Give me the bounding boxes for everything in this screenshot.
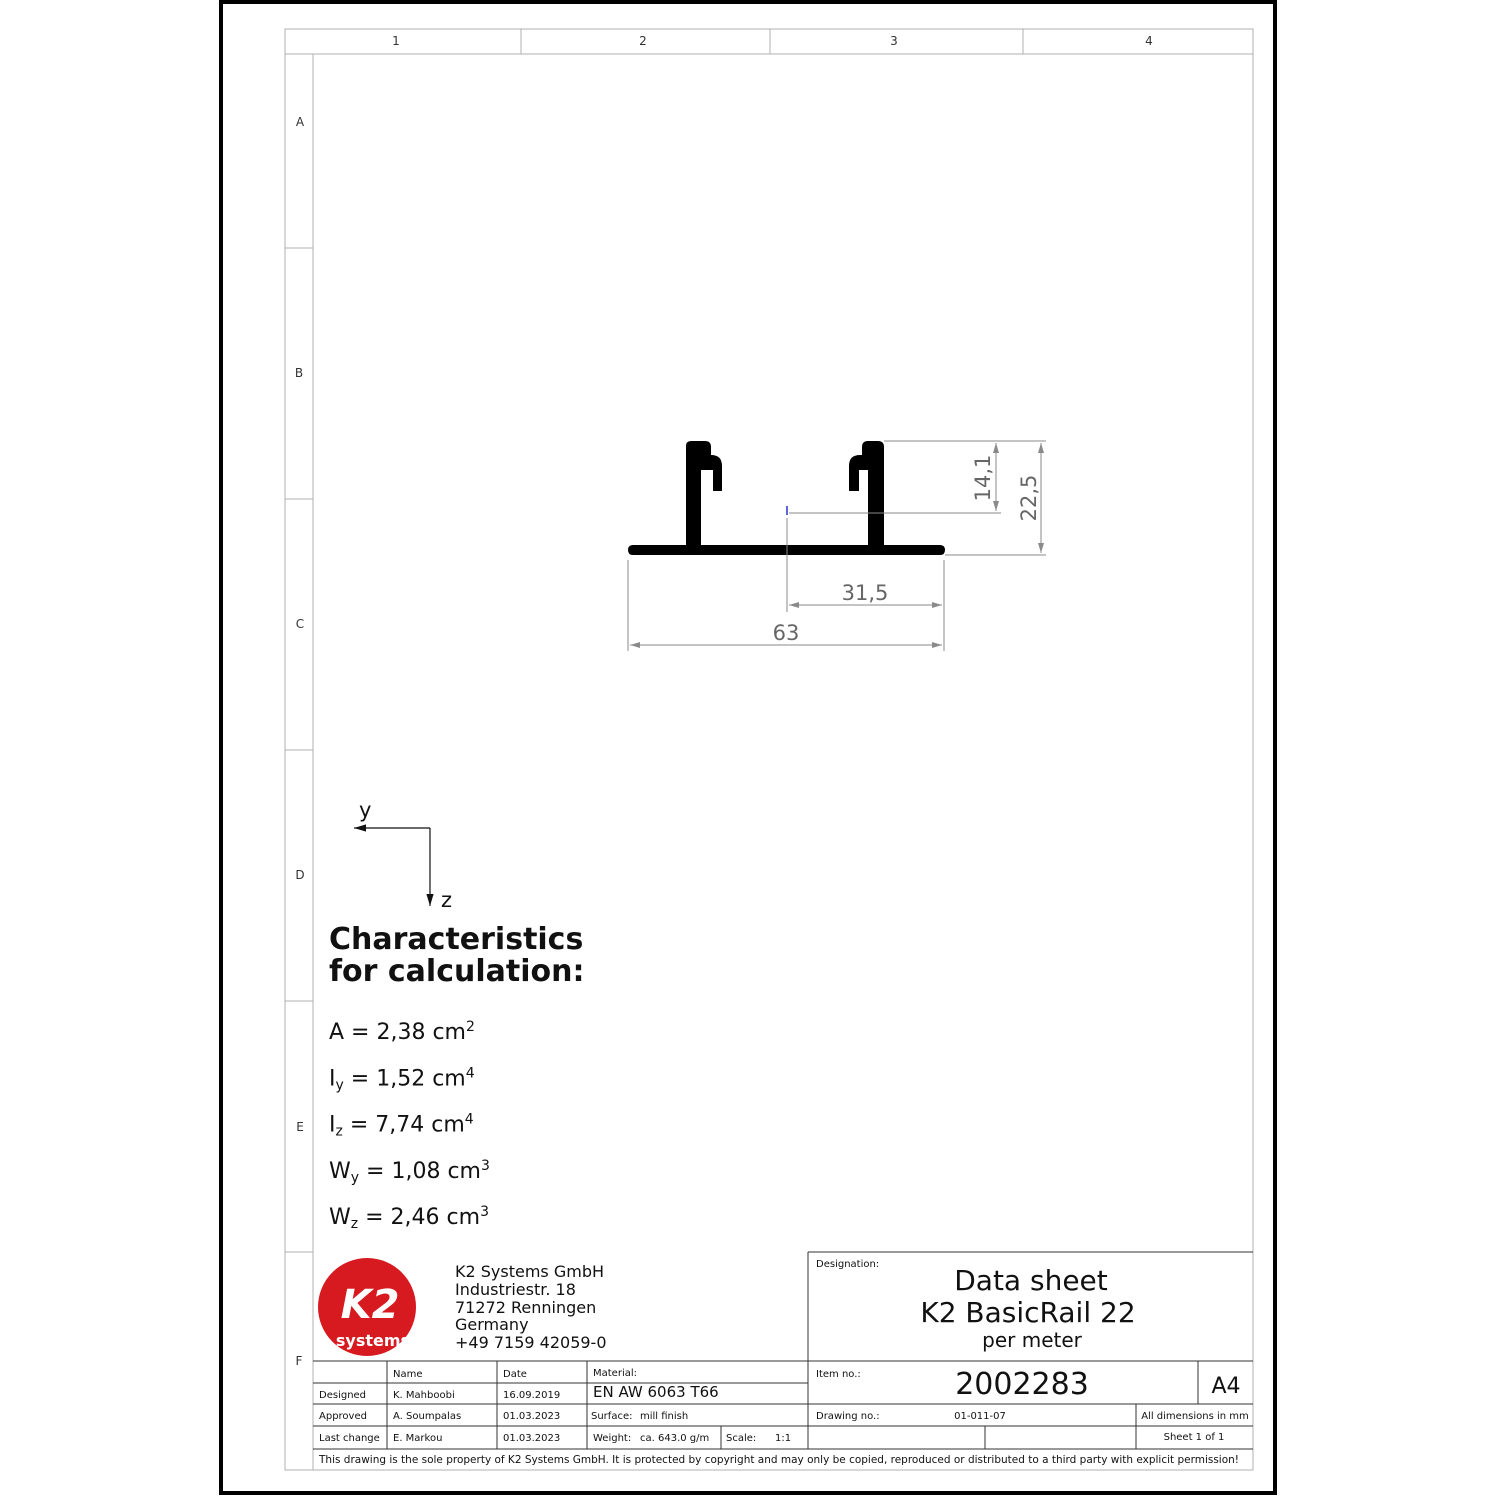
characteristic-wy: Wy = 1,08 $cm^3$ [329, 1157, 490, 1186]
dim-height-total: 22,5 [1017, 474, 1041, 522]
zone-col-2: 2 [639, 34, 647, 48]
company-street: Industriestr. 18 [455, 1280, 576, 1299]
logo-k2: K2 [340, 1282, 400, 1328]
material-value: EN AW 6063 T66 [593, 1383, 719, 1401]
drawing-frame [285, 29, 1253, 1470]
characteristics-list [329, 1019, 490, 1232]
characteristics-heading-2: for calculation: [329, 954, 585, 989]
characteristic-iy: Iy = 1,52 $cm^4$ [329, 1065, 475, 1094]
sheet-count: Sheet 1 of 1 [1163, 1432, 1225, 1443]
row-lastchange-role: Last change [319, 1433, 380, 1444]
dim-height-upper: 14,1 [971, 454, 995, 502]
company-country: Germany [455, 1315, 529, 1334]
scale-label: Scale: [726, 1433, 757, 1444]
drawing-no-label: Drawing no.: [816, 1411, 880, 1422]
title-line-2: K2 BasicRail 22 [920, 1296, 1136, 1329]
dimensions-note: All dimensions in mm [1141, 1411, 1249, 1422]
item-no-label: Item no.: [816, 1369, 861, 1380]
row-approved-name: A. Soumpalas [393, 1411, 462, 1422]
zone-col-1: 1 [392, 34, 400, 48]
row-lastchange-name: E. Markou [393, 1433, 443, 1444]
title-line-1: Data sheet [954, 1264, 1108, 1297]
row-designed-role: Designed [319, 1390, 367, 1401]
characteristics-heading-1: Characteristics [329, 922, 584, 957]
row-lastchange-date: 01.03.2023 [503, 1433, 561, 1444]
characteristic-wz: Wz = 2,46 $cm^3$ [329, 1204, 489, 1233]
title-line-3: per meter [982, 1328, 1082, 1352]
surface-label: Surface: [591, 1411, 633, 1422]
characteristic-a: A = 2,38 $cm^2$ [329, 1019, 475, 1045]
row-designed-name: K. Mahboobi [393, 1390, 455, 1401]
zone-col-4: 4 [1145, 34, 1153, 48]
characteristic-iz: Iz = 7,74 $cm^4$ [329, 1111, 474, 1140]
zone-col-3: 3 [890, 34, 898, 48]
company-address [455, 1262, 607, 1352]
zone-row-e: E [296, 1120, 304, 1134]
row-designed-date: 16.09.2019 [503, 1390, 561, 1401]
item-no: 2002283 [955, 1367, 1089, 1402]
company-city: 71272 Renningen [455, 1298, 597, 1317]
copyright-footer: This drawing is the sole property of K2 Systems GmbH. It is protected by copyright and may only be copied, reproduced or distributed to a third party with explicit permission! [318, 1453, 1239, 1466]
logo-systems: systems [335, 1331, 411, 1350]
header-date: Date [503, 1369, 527, 1380]
paper-format: A4 [1211, 1374, 1241, 1399]
dim-width-total: 63 [772, 621, 800, 645]
scale-value: 1:1 [775, 1433, 792, 1444]
title-block [285, 1252, 1253, 1466]
zone-row-c: C [295, 617, 305, 631]
zone-row-b: B [294, 366, 304, 380]
company-phone: +49 7159 42059-0 [455, 1333, 607, 1352]
coordinate-axes [354, 798, 452, 912]
drawing-no: 01-011-07 [954, 1411, 1006, 1422]
weight-value: ca. 643.0 g/m [640, 1433, 710, 1444]
material-label: Material: [593, 1368, 637, 1379]
dim-half-width: 31,5 [841, 581, 889, 605]
row-approved-role: Approved [319, 1411, 367, 1422]
k2-systems-logo [318, 1258, 416, 1356]
zone-row-a: A [295, 115, 305, 129]
axis-label-z: z [441, 888, 453, 912]
characteristics [329, 922, 584, 1232]
zone-row-d: D [295, 868, 305, 882]
axis-label-y: y [359, 798, 372, 822]
surface-value: mill finish [640, 1411, 689, 1422]
header-name: Name [393, 1369, 423, 1380]
zone-row-f: F [295, 1354, 303, 1368]
company-name: K2 Systems GmbH [455, 1262, 605, 1281]
row-approved-date: 01.03.2023 [503, 1411, 561, 1422]
weight-label: Weight: [593, 1433, 632, 1444]
designation-label: Designation: [816, 1259, 880, 1270]
